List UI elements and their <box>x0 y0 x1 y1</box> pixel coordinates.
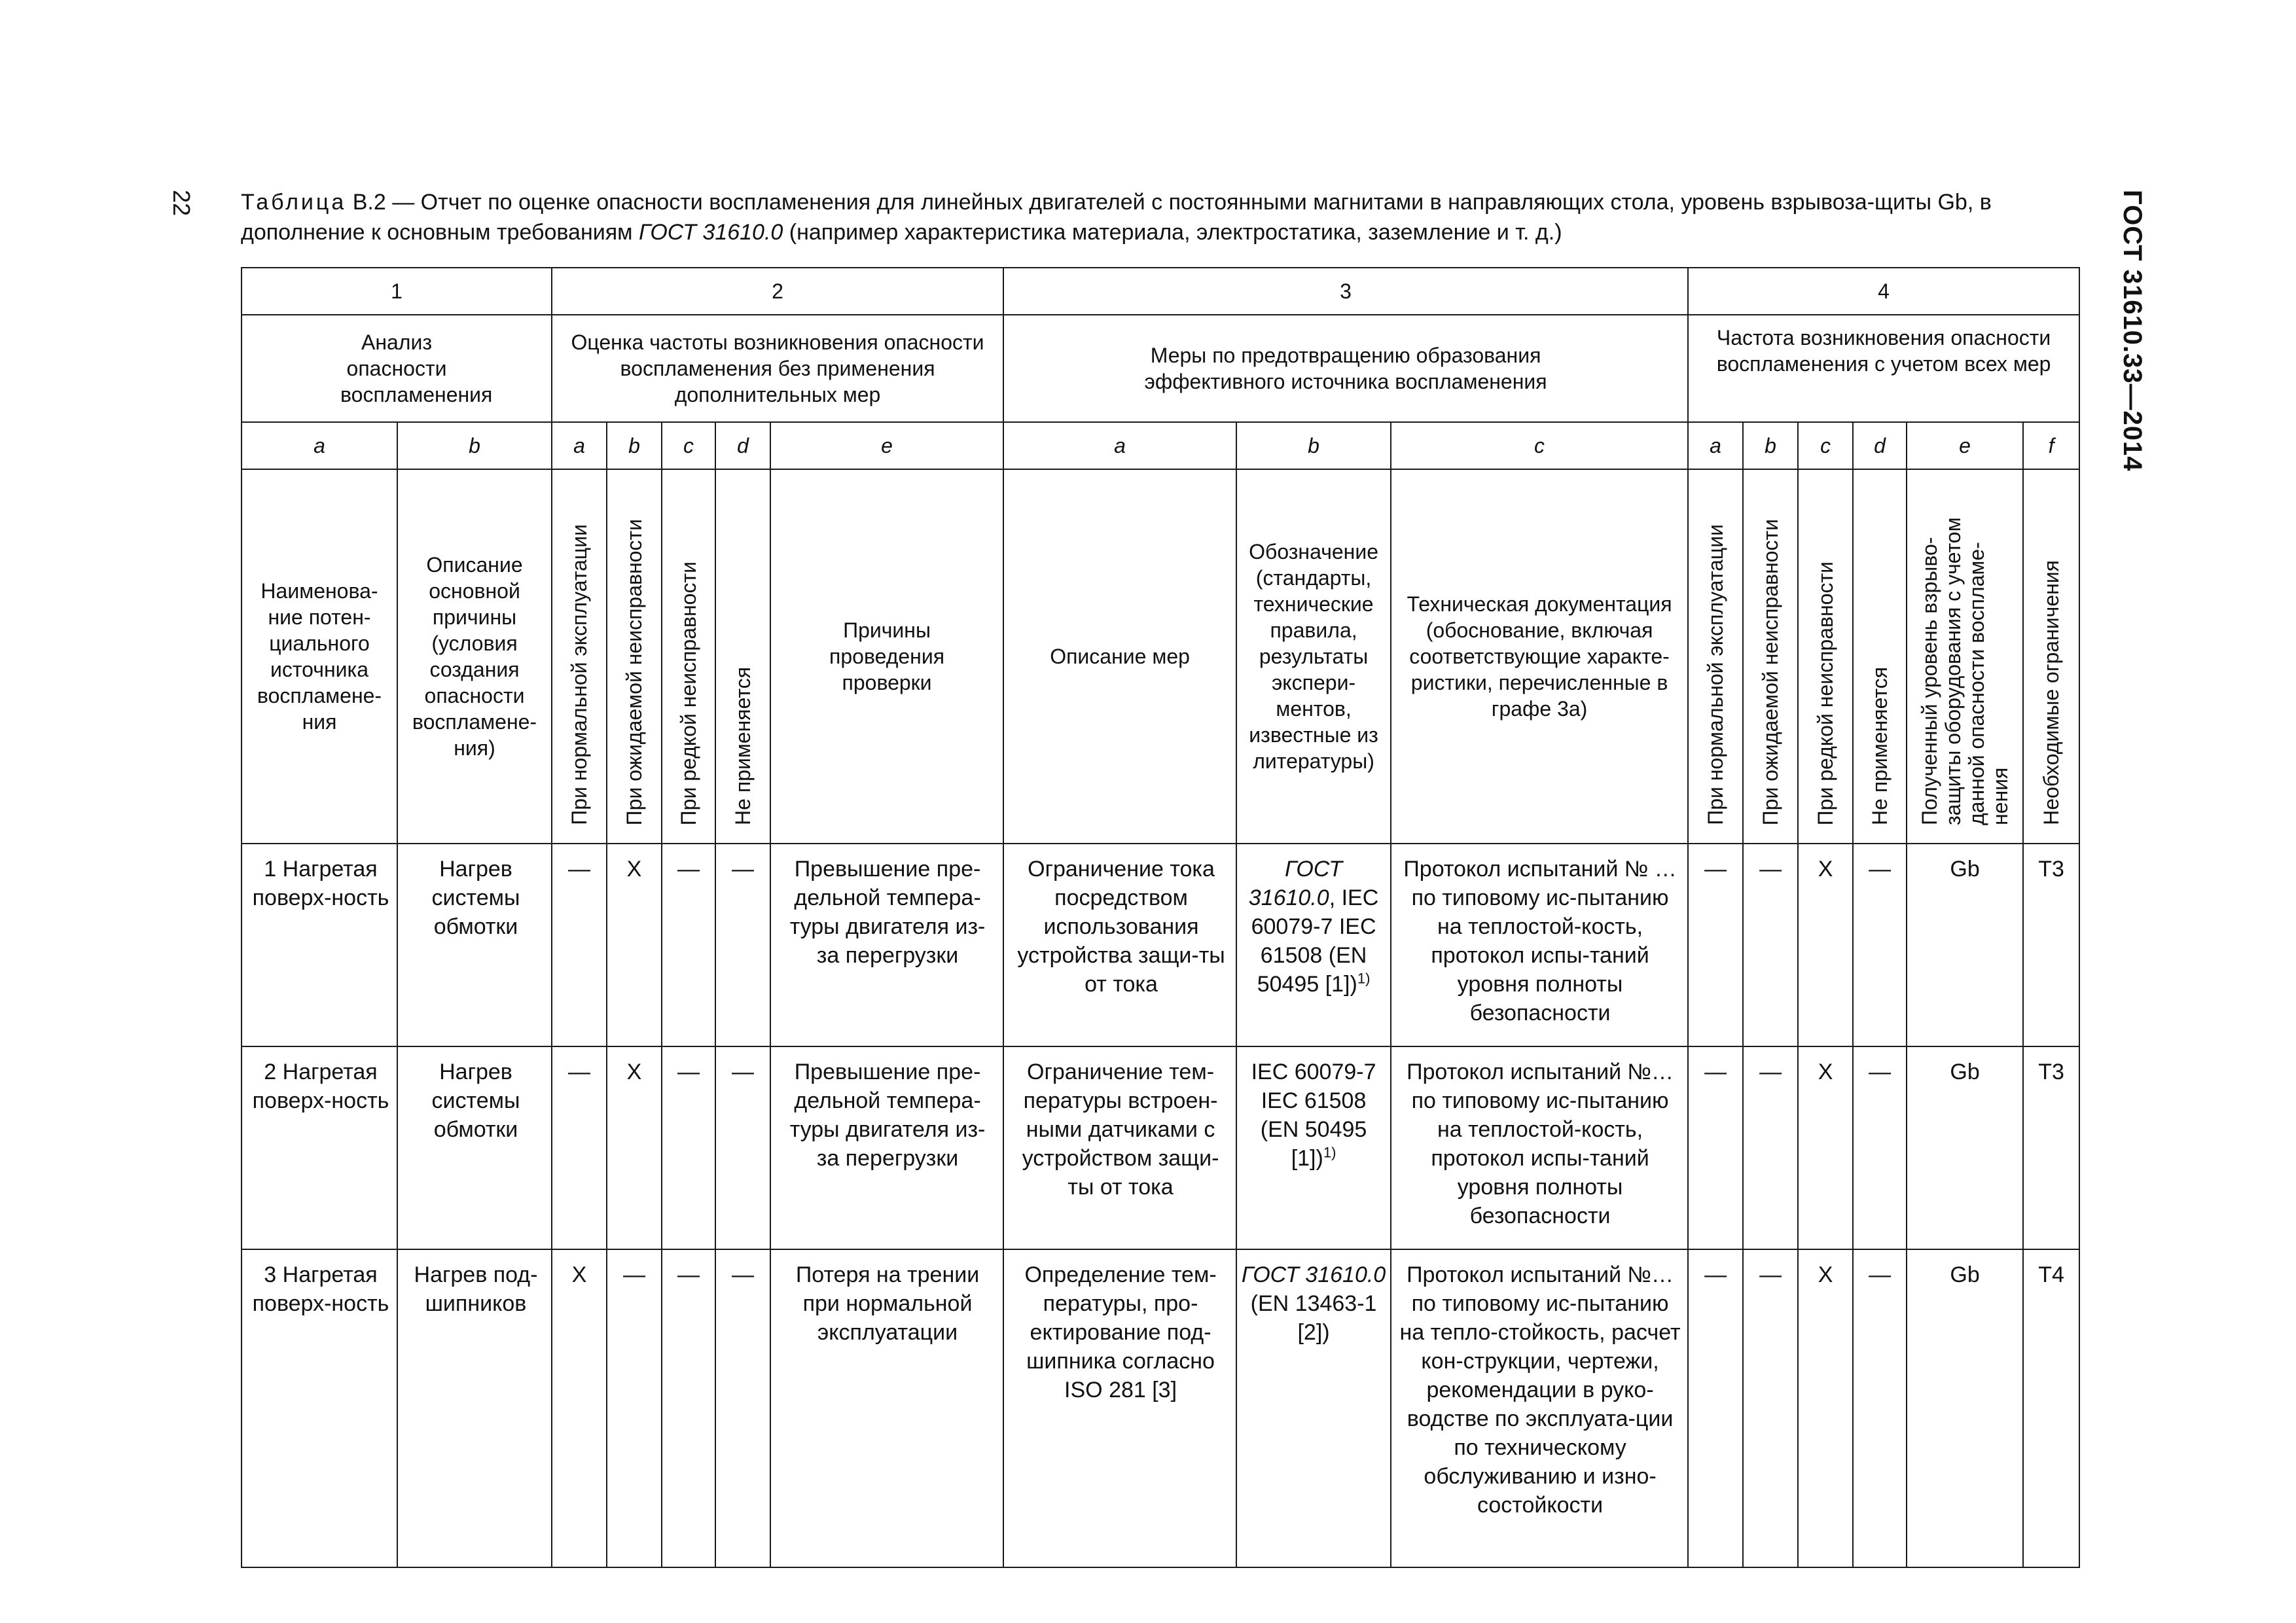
group-number-3: 3 <box>1003 268 1688 315</box>
sub-letter-3a: a <box>1003 422 1236 469</box>
caption-text-a: В.2 — Отчет по оценке опасности воспламенения для линейных двигателей с постоянными магнитами в направляющих стола, уровень взрывоза-щиты Gb, в дополнение к основным требованиям <box>241 190 1992 245</box>
sub-letter-4a: a <box>1688 422 1743 469</box>
row-2-source: 2 Нагретая поверх-ность <box>242 1046 397 1249</box>
col-title-4e <box>1907 469 2023 844</box>
row-3-final-c: X <box>1798 1249 1853 1567</box>
col-title-2d-text: Не применяется <box>731 667 755 825</box>
sub-letter-3c: c <box>1391 422 1688 469</box>
col-title-2a-text: При нормальной эксплуатации <box>567 524 592 825</box>
row-1-refs-italic: ГОСТ 31610.0 <box>1248 857 1343 910</box>
col-title-2a <box>552 469 607 844</box>
col-title-4d-text: Не применяется <box>1868 667 1892 825</box>
group-title-3: Меры по предотвращению образования эффективного источника воспламенения <box>1003 315 1688 422</box>
row-1-measures: Ограничение тока посредством использования устройства защи-ты от тока <box>1003 844 1236 1046</box>
row-1-freq-b: X <box>607 844 662 1046</box>
row-2-measures: Ограничение тем-пературы встроен-ными датчиками с устройством защи-ты от тока <box>1003 1046 1236 1249</box>
table-row <box>242 1046 2079 1249</box>
row-2-cause: Нагрев системы обмотки <box>397 1046 552 1249</box>
col-title-4d <box>1853 469 1907 844</box>
row-1-final-b: — <box>1743 844 1798 1046</box>
col-title-3c: Техническая документация (обоснование, включая соответствующие характе-ристики, перечисленные в графе 3а) <box>1391 469 1688 844</box>
group-title-2: Оценка частоты возникновения опасности воспламенения без применения дополнительных мер <box>552 315 1003 422</box>
row-1-freq-d: — <box>715 844 770 1046</box>
row-2-final-b: — <box>1743 1046 1798 1249</box>
row-3-refs-italic: ГОСТ 31610.0 <box>1241 1262 1386 1287</box>
row-2-freq-a: — <box>552 1046 607 1249</box>
row-2-reason: Превышение пре-дельной темпера-туры двигателя из-за перегрузки <box>770 1046 1003 1249</box>
row-3-final-b: — <box>1743 1249 1798 1567</box>
row-1-cause: Нагрев системы обмотки <box>397 844 552 1046</box>
row-3-final-d: — <box>1853 1249 1907 1567</box>
page-number: 22 <box>168 190 195 217</box>
row-2-limit: T3 <box>2023 1046 2079 1249</box>
col-title-1b: Описание основной причины (условия создания опасности воспламене-ния) <box>397 469 552 844</box>
sub-letter-2c: c <box>662 422 715 469</box>
col-title-4f <box>2023 469 2079 844</box>
col-title-2b-text: При ожидаемой неисправности <box>622 518 647 825</box>
col-title-1a: Наименова-ние потен-циального источника воспламене-ния <box>242 469 397 844</box>
row-2-refs-text: IEC 60079-7 IEC 61508 (EN 50495 [1]) <box>1251 1060 1376 1171</box>
row-1-freq-a: — <box>552 844 607 1046</box>
row-3-freq-a: X <box>552 1249 607 1567</box>
row-2-final-c: X <box>1798 1046 1853 1249</box>
col-title-4c <box>1798 469 1853 844</box>
sub-letter-4e: e <box>1907 422 2023 469</box>
col-title-4b <box>1743 469 1798 844</box>
sub-letter-1b: b <box>397 422 552 469</box>
row-3-measures: Определение тем-пературы, про-ектирование под-шипника согласно ISO 281 [3] <box>1003 1249 1236 1567</box>
col-title-4c-text: При редкой неисправности <box>1814 561 1838 825</box>
table-caption <box>241 187 2087 247</box>
sub-letter-2b: b <box>607 422 662 469</box>
sub-letter-3b: b <box>1236 422 1391 469</box>
col-title-4a-text: При нормальной эксплуатации <box>1704 524 1728 825</box>
group-number-1: 1 <box>242 268 552 315</box>
row-2-freq-d: — <box>715 1046 770 1249</box>
group-title-4: Частота возникновения опасности воспламенения с учетом всех мер <box>1688 315 2079 422</box>
row-3-freq-d: — <box>715 1249 770 1567</box>
row-2-freq-b: X <box>607 1046 662 1249</box>
col-title-3a: Описание мер <box>1003 469 1236 844</box>
col-title-2d <box>715 469 770 844</box>
row-3-limit: T4 <box>2023 1249 2079 1567</box>
row-3-cause: Нагрев под-шипников <box>397 1249 552 1567</box>
row-1-refs-comma: , <box>1329 885 1336 910</box>
group-title-1: Анализ опасности воспламенения <box>242 315 552 422</box>
col-title-2c-text: При редкой неисправности <box>677 561 701 825</box>
row-2-refs <box>1236 1046 1391 1249</box>
row-2-freq-c: — <box>662 1046 715 1249</box>
table-row <box>242 1249 2079 1567</box>
group-number-2: 2 <box>552 268 1003 315</box>
sub-letter-1a: a <box>242 422 397 469</box>
sub-letter-4b: b <box>1743 422 1798 469</box>
row-3-docs: Протокол испытаний №… по типовому ис-пытанию на тепло-стойкость, расчет кон-струкции, чертежи, рекомендации в руко-водстве по эксплуата-ции по техническому обслуживанию и изно-состойкости <box>1391 1249 1688 1567</box>
col-title-4e-text: Полученный уровень взрыво-защиты оборудования с учетом данной опасности воспламе-нения <box>1918 517 2013 825</box>
row-2-final-a: — <box>1688 1046 1743 1249</box>
row-1-refs <box>1236 844 1391 1046</box>
row-1-freq-c: — <box>662 844 715 1046</box>
row-1-final-c: X <box>1798 844 1853 1046</box>
row-2-level: Gb <box>1907 1046 2023 1249</box>
row-3-freq-c: — <box>662 1249 715 1567</box>
row-1-final-d: — <box>1853 844 1907 1046</box>
sub-letter-2a: a <box>552 422 607 469</box>
row-2-docs: Протокол испытаний №… по типовому ис-пытанию на теплостой-кость, протокол испы-таний уровня полноты безопасности <box>1391 1046 1688 1249</box>
row-1-level: Gb <box>1907 844 2023 1046</box>
row-1-limit: T3 <box>2023 844 2079 1046</box>
row-2-final-d: — <box>1853 1046 1907 1249</box>
row-1-docs: Протокол испытаний № … по типовому ис-пытанию на теплостой-кость, протокол испы-таний уровня полноты безопасности <box>1391 844 1688 1046</box>
col-title-2b <box>607 469 662 844</box>
col-title-3b: Обозначение (стандарты, технические правила, результаты экспери-ментов, известные из литературы) <box>1236 469 1391 844</box>
col-title-4a <box>1688 469 1743 844</box>
row-1-refs-footnote: 1) <box>1357 970 1371 987</box>
caption-prefix: Таблица <box>241 190 347 215</box>
col-title-4b-text: При ожидаемой неисправности <box>1759 518 1783 825</box>
row-2-refs-footnote: 1) <box>1323 1144 1336 1161</box>
hazard-assessment-table <box>241 267 2080 1568</box>
table-row <box>242 844 2079 1046</box>
row-1-source: 1 Нагретая поверх-ность <box>242 844 397 1046</box>
row-3-final-a: — <box>1688 1249 1743 1567</box>
row-1-reason: Превышение пре-дельной темпера-туры двигателя из-за перегрузки <box>770 844 1003 1046</box>
sub-letter-4d: d <box>1853 422 1907 469</box>
row-1-final-a: — <box>1688 844 1743 1046</box>
row-3-reason: Потеря на трении при нормальной эксплуатации <box>770 1249 1003 1567</box>
col-title-2c <box>662 469 715 844</box>
caption-std-ref: ГОСТ 31610.0 <box>638 220 783 245</box>
row-3-source: 3 Нагретая поверх-ность <box>242 1249 397 1567</box>
col-title-4f-text: Необходимые ограничения <box>2039 560 2064 825</box>
row-3-refs <box>1236 1249 1391 1567</box>
sub-letter-4f: f <box>2023 422 2079 469</box>
group-number-4: 4 <box>1688 268 2079 315</box>
caption-text-b: (например характеристика материала, электростатика, заземление и т. д.) <box>783 220 1562 245</box>
sub-letter-4c: c <box>1798 422 1853 469</box>
row-3-level: Gb <box>1907 1249 2023 1567</box>
row-3-refs-text: (EN 13463-1 [2]) <box>1250 1291 1377 1345</box>
row-1-refs-text: IEC 60079-7 IEC 61508 (EN 50495 [1]) <box>1251 885 1379 997</box>
sub-letter-2d: d <box>715 422 770 469</box>
row-3-freq-b: — <box>607 1249 662 1567</box>
col-title-2e: Причины проведения проверки <box>770 469 1003 844</box>
sub-letter-2e: e <box>770 422 1003 469</box>
document-code: ГОСТ 31610.33—2014 <box>2118 190 2147 472</box>
